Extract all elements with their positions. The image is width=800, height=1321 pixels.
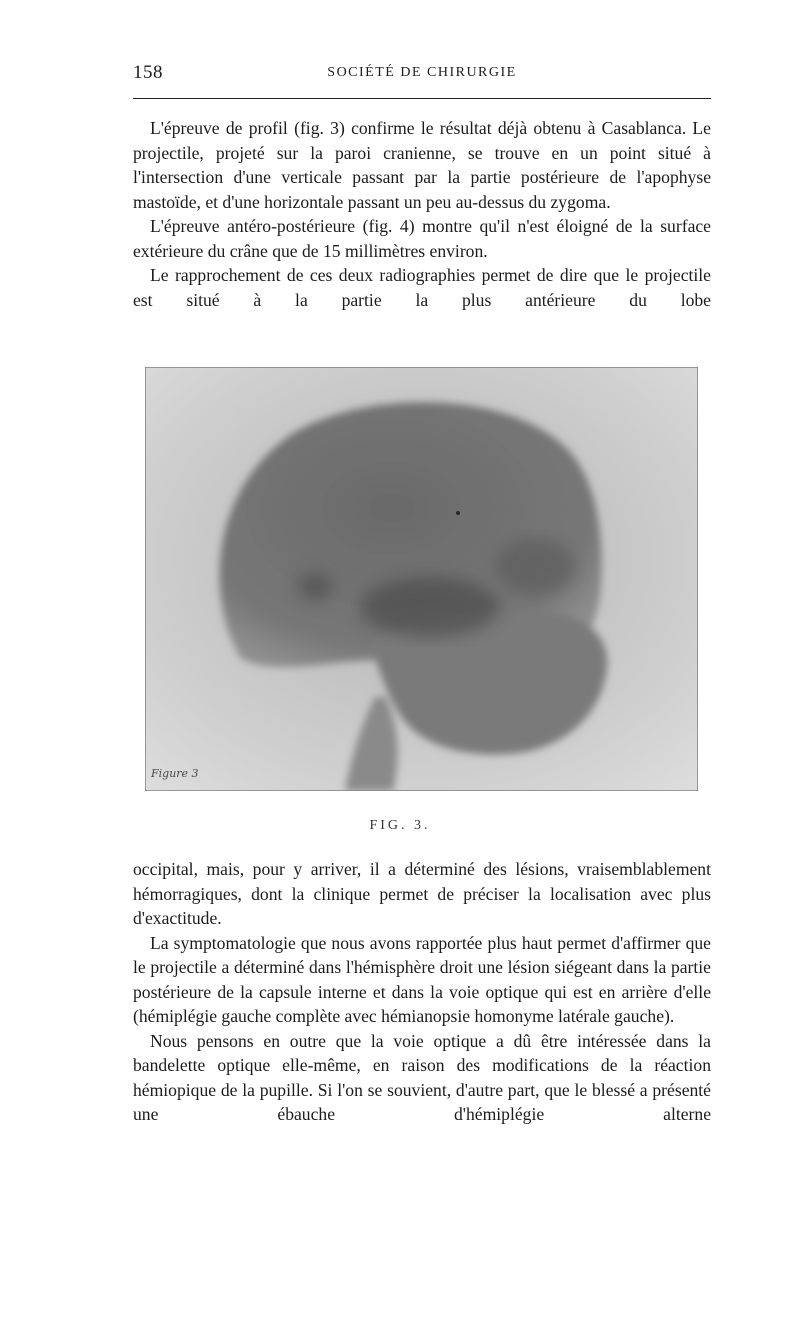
paragraph: La symptomatologie que nous avons rapportée plus haut permet d'affirmer que le projectile a déterminé dans l'hémisphère droit une lésion siégeant dans la partie postérieure de la capsule interne et dans la voie optique qui est en arrière d'elle (hémiplégie gauche complète avec hémianopsie homonyme latérale gauche). (133, 932, 711, 1026)
figure-caption: FIG. 3. (369, 818, 431, 833)
skull-radiograph (145, 367, 698, 791)
text-block-bottom (133, 857, 711, 1127)
running-title: SOCIÉTÉ DE CHIRURGIE (327, 65, 517, 80)
paragraph: Nous pensons en outre que la voie optique a dû être intéressée dans la bandelette optique elle-même, en raison des modifications de la réaction hémiopique de la pupille. Si l'on se souvient, d'autre part, que le blessé a présenté une ébauche d'hémiplégie alterne (133, 1030, 711, 1124)
projectile-dot (456, 511, 460, 515)
page-header (133, 58, 711, 88)
temporal-shadow (360, 577, 500, 637)
paragraph: L'épreuve antéro-postérieure (fig. 4) montre qu'il n'est éloigné de la surface extérieure du crâne que de 15 millimètres environ. (133, 216, 711, 261)
paragraph: occipital, mais, pour y arriver, il a déterminé des lésions, vraisemblablement hémorragiques, dont la clinique permet de préciser la localisation avec plus d'exactitude. (133, 859, 711, 928)
orbit-shadow (495, 539, 575, 595)
mastoid-shadow (297, 573, 333, 601)
text-block-top (133, 116, 711, 312)
handwritten-label: Figure 3 (151, 767, 199, 780)
paragraph: L'épreuve de profil (fig. 3) confirme le résultat déjà obtenu à Casablanca. Le projectile, projeté sur la paroi cranienne, se trouve en un point situé à l'intersection d'une verticale passant par la partie postérieure de l'apophyse mastoïde, et d'une horizontale passant un peu au-dessus du zygoma. (133, 118, 711, 212)
paragraph: Le rapprochement de ces deux radiographies permet de dire que le projectile est situé à la partie la plus antérieure du lobe (133, 265, 711, 310)
header-rule (133, 98, 711, 99)
page-number: 158 (133, 62, 163, 83)
xray-figure (145, 367, 698, 791)
